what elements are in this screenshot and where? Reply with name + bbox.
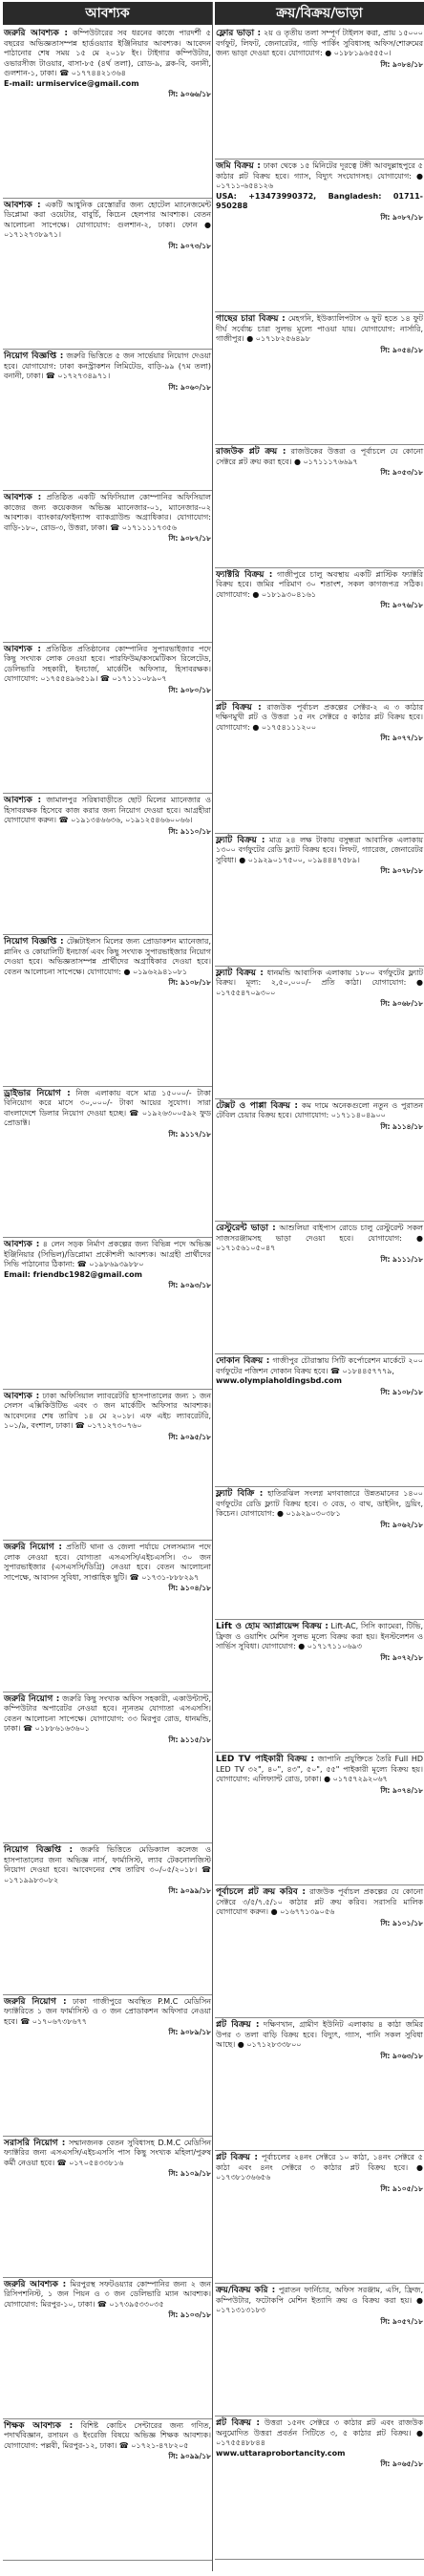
ad-body: রাজউক পূর্বাচল প্রকল্পের যে কোনো সেক্টরে ৩/৫/৭.৫/১০ কাঠার প্লট ক্রয় করিব। সরাসরি মালিক যোগাযোগ করুন। ● ০১৬৭৭১৩৯০৫৬: [216, 1887, 424, 1916]
classified-ad: [215, 1885, 424, 2018]
classified-ad: [215, 834, 424, 967]
classified-ad: [215, 1487, 424, 1620]
classified-ad: [3, 1238, 212, 1390]
ad-reference: সি: ৯০৮৭/১৮: [380, 212, 423, 222]
classified-ad: [3, 27, 212, 199]
ad-heading: ফ্ল্যাট বিক্রি :: [216, 1489, 264, 1499]
buy-sell-ad-list: [215, 27, 424, 2560]
ad-heading: ফ্ল্যাট বিক্রয় :: [216, 968, 264, 978]
ad-body: পূর্বাচলের ২৪নং সেক্টরে ১০ কাঠা, ১৪নং সেক্টরে ৫ কাঠা এবং ৪নং সেক্টরে ৩ কাঠার প্লট বিক্রয় হবে। ● ০১৭৩৮১৩৬৬৫৬: [216, 2153, 423, 2182]
ad-heading: ক্রয়/বিক্রয় করি :: [216, 2286, 276, 2295]
ad-heading: জরুরি নিয়োগ :: [4, 1996, 67, 2007]
ad-reference: সি: ৯১০৩/১৮: [168, 2310, 211, 2319]
ad-contact-web: www.uttaraprobortancity.com: [216, 2448, 346, 2458]
jobs-ad-list: [3, 27, 212, 2561]
ad-body: হাতিরঝিল সংলগ্ন মগবাজারে উন্নতমানের ১৪০০ বর্গফুটের রেডি ফ্ল্যাট বিক্রয় হবে। ৩ বেড, ৩ বাথ, ডাইনিং, ড্রয়িং, কিচেন। যোগাযোগ: ● ০১৯২৯০৩০৩৮১: [216, 1489, 423, 1518]
ad-reference: সি: ৯০৭২/১৮: [380, 1652, 423, 1662]
ad-reference: সি: ৯০৫৩/১৮: [380, 468, 423, 477]
classified-ad: [3, 1843, 212, 1995]
ad-reference: সি: ৯০৬৩/১৮: [380, 2051, 423, 2060]
classified-ad: [215, 1753, 424, 1885]
ad-heading: নিয়োগ বিজ্ঞপ্তি :: [4, 1845, 74, 1855]
ad-body: প্রতিটি থানা ও জেলা পর্যায়ে সেলসম্যান পদে লোক নেওয়া হবে। যোগ্যতা এসএসসি/এইচএসসি। ৩০ জন সুপারভাইজার (এসএসসি/ডিগ্রি) নেওয়া হবে। বেতন আলোচনা সাপেক্ষে, আবাসন সুবিধা, সাপ্তাহিক ছুটি। ☎ ০১৭৩১-৮৮৮২৯৭: [4, 1543, 211, 1582]
ad-reference: সি: ৯০৬০/১৮: [168, 382, 211, 392]
ad-body: রাজউকের উত্তরা ও পূর্বাচলে যে কোনো সেক্টরে প্লট ক্রয় করা হবে। ● ০১৭১১১৭৬৬৯৭: [216, 447, 424, 466]
ad-reference: সি: ৯০৯৫/১৮: [168, 1432, 211, 1441]
ad-body: গাজীপুরে চালু অবস্থায় একটি প্লাস্টিক ফ্যাক্টরি বিক্রয় হবে। জমির পরিমাণ ৩০ শতাংশ, সকল কাগজপত্র সঠিক। যোগাযোগ: ● ০১৮১৯৩০৪১৬১: [216, 569, 424, 599]
ad-heading: Lift ও হোম অ্যাপ্লায়েন্স বিক্রয় :: [216, 1622, 329, 1631]
ad-heading: আবশ্যক :: [4, 1240, 40, 1249]
ad-body: প্রতিষ্ঠিত প্রতিষ্ঠানের কোম্পানির সুপারভাইজার পদে কিছু সংখ্যক লোক নেওয়া হবে। পারফিউম/কসমেটিকস রিলেটেড, ডেলিভারি সহকারী, ইনচার্জ, মার্কেটিং অফিসার, হিসাবরক্ষক। যোগাযোগ: ০১৭৫৫৪৯৬৫১৯। ☎ ০১৭১১১০৮৯০৭: [4, 644, 211, 683]
classified-ad: [215, 2151, 424, 2284]
classified-ad: [215, 568, 424, 701]
ad-reference: সি: ৯১০৮/১৮: [380, 1387, 423, 1396]
ad-reference: সি: ৯১১১/১৮: [380, 1254, 423, 1264]
ad-body: জরুরি কিছু সংখ্যক অফিস সহকারী, একাউন্ট্যান্ট, কম্পিউটার অপারেটর নেওয়া হবে। ন্যূনতম যোগ্যতা এসএসসি। বেতন আলোচনা সাপেক্ষে। যোগাযোগ: ৩৩ মিরপুর রোড, ধানমন্ডি, ঢাকা। ☎ ০১৮৮৬১৬৩৬০১: [4, 1693, 211, 1733]
ad-heading: ড্রাইভার নিয়োগ :: [4, 1088, 71, 1098]
ad-reference: সি: ৯০৬৬/১৮: [168, 90, 211, 98]
ad-reference: সি: ৯০৮৭/১৮: [168, 534, 211, 543]
ad-reference: সি: ৯১০৪/১৮: [168, 1584, 211, 1592]
ad-body: মেহগনি, ইউক্যালিপটাস ৬ ফুট হতে ১৪ ফুট দীর্ঘ সর্বোচ্চ চারা সুলভ মূল্যে পাওয়া যায়। যোগাযোগ: নার্সারি, গাজীপুর। ● ০১৭১৮২৫৬৪৯৮: [216, 314, 424, 343]
ad-reference: সি: ৯০৭৮/১৮: [380, 866, 423, 875]
ad-contact-web: E-mail: urmiservice@gmail.com: [4, 78, 139, 88]
ad-body: একটি আধুনিক রেস্তোরাঁর জন্য হোটেল ম্যানেজমেন্ট ডিপ্লোমা করা ওয়েটার, বাবুর্চি, কিচেন হেলপার আবশ্যক। বেতন আলোচনা সাপেক্ষে। যোগাযোগ: গুলশান-২, ঢাকা। ফোন ● ০১৭১২৭৩৮৯৭১।: [4, 200, 211, 239]
ad-reference: সি: ৯১০১/১৮: [380, 1918, 423, 1927]
ad-heading: জমি বিক্রয় :: [216, 161, 261, 171]
buy-sell-rent-column-header: ক্রয়/বিক্রয়/ভাড়া: [215, 2, 424, 25]
ad-heading: ফ্ল্যাট বিক্রয় :: [216, 835, 265, 845]
ad-reference: সি: ৯১১৭/১৮: [168, 1129, 211, 1139]
ad-heading: আবশ্যক :: [4, 1391, 40, 1401]
classified-ad: [215, 1620, 424, 1753]
ad-heading: জরুরি নিয়োগ :: [4, 1693, 60, 1704]
ad-reference: সি: ৯০৫৪/১৮: [380, 345, 423, 354]
ad-body: ঢাকা থেকে ১৫ মিনিটের দূরত্বে টঙ্গী আবদুল্লাহপুরে ৫ কাঠার প্লট বিক্রয় হবে। গ্যাস, বিদ্যুৎ সংযোগসহ। যোগাযোগ: ● ০১৭১১-৬৫৪১২৬: [216, 161, 423, 190]
ad-reference: সি: ৯০৮৪/১৮: [380, 59, 423, 69]
ad-body: গাজীপুর চৌরাস্তায় সিটি কর্পোরেশন মার্কেটে ২০০ বর্গফুটের পজিশন দোকান বিক্রয় হবে। ☎ ০১৮৪৪৫৭৭৭৯,: [216, 1356, 424, 1375]
ad-body: রাজউক পূর্বাচল প্রকল্পের সেক্টর-২ এ ৩ কাঠার দক্ষিণমুখী প্লট ও উত্তরা ১৫ নং সেক্টরে ৫ কাঠার প্লট বিক্রয় হবে। যোগাযোগ: ● ০১৭৫৪১১১২০০: [216, 702, 424, 732]
ad-reference: সি: ৯১১৪/১৮: [380, 1121, 423, 1131]
ad-body: সম্মানজনক বেতন সুবিধাসহ D.M.C মেডিসিন ফ্যাক্টরির জন্য এসএসসি/এইচএসসি পাস কিছু সংখ্যক মহিলা/পুরুষ কর্মী নেওয়া হবে। ☎ ০১৭০৫৪৩৩৮১৬: [4, 2138, 212, 2167]
ad-heading: আবশ্যক :: [4, 200, 41, 210]
ad-body: টেক্সটাইলস মিলের জন্য প্রোডাকশন ম্যানেজার, প্লানিং ও কোয়ালিটি ইনচার্জ এবং কিছু সংখ্যক সুপারভাইজার নিয়োগ দেওয়া হবে। অভিজ্ঞতাসম্পন্ন প্রার্থীদের অগ্রাধিকার দেওয়া হবে। বেতন আলোচনা সাপেক্ষে। যোগাযোগ: ● ০১৯৬২৯৪১০৮১: [4, 937, 211, 976]
ad-body: কম্পিউটারের সব ধরনের কাজে পারদর্শী ৫ বছরের অভিজ্ঞতাসম্পন্ন হার্ডওয়্যার ইঞ্জিনিয়ার আবশ্যক। আবেদন পাঠানোর শেষ সময় ১৫ মে ২০১৮ ইং। টাইগার কম্পিউটার, ওভারসীজ টাওয়ার, বাসা-৮৫ (৪র্থ তলা), রোড-৯, ব্লক-বি, বনানী, গুলশান-১, ঢাকা। ☎ ০১৭৭৪৪২১৩৬৪: [4, 29, 211, 77]
ad-heading: জরুরি আবশ্যক :: [4, 2279, 67, 2289]
ad-heading: টেক্সট ও পাপ্পা বিক্রয় :: [216, 1100, 299, 1111]
ad-reference: সি: ৯০৭৩/১৮: [168, 241, 211, 250]
ad-reference: সি: ৯০৮৯/১৮: [168, 2028, 211, 2036]
classified-ad: [3, 794, 212, 935]
ad-reference: সি: ৯১০৮/১৮: [168, 978, 211, 987]
ad-reference: সি: ৯১০৫/১৮: [380, 2183, 423, 2193]
ad-body: ঢাকা অফিসিয়াল ল্যাবরেটরি হাসপাতালের জন্য ১ জন সেলস এক্সিকিউটিভ এবং ৩ জন মার্কেটিং অফিসার আবশ্যক। আবেদনের শেষ তারিখ ১৪ মে ২০১৮। এফ এইচ ল্যাবরেটরি, ১০১/৯, বংশাল, ঢাকা। ☎ ০১৭১২৭৩০৭৬০: [4, 1391, 211, 1430]
ad-heading: LED TV পাইকারী বিক্রয় :: [216, 1755, 315, 1764]
jobs-column: [3, 2, 212, 2561]
ad-heading: ফ্লোর ভাড়া :: [216, 29, 262, 38]
ad-heading: পূর্বাচলে প্লট ক্রয় করিব :: [216, 1887, 307, 1897]
ad-body: জামালপুর সরিষাবাড়ীতে ছোট মিলের ম্যানেজার ও হিসাবরক্ষক হিসেবে কাজ করার জন্য নিয়োগ দেওয়া হবে। আগ্রহীরা যোগাযোগ করুন। ☎ ০১৯১৩৪৬৬৩৬, ০১৯১২৫৪৬৬০০৬৬।: [4, 796, 211, 824]
buy-sell-rent-column: [215, 2, 424, 2560]
ad-heading: প্লট বিক্রয় :: [216, 2153, 259, 2162]
classified-ad: [215, 160, 424, 312]
ad-contact-web: USA: +13473990372, Bangladesh: 01711-950288: [216, 191, 423, 210]
ad-heading: রাজউক প্লট ক্রয় :: [216, 447, 286, 457]
ad-body: নিজ এলাকায় বসে মাত্র ১৫০০০/- টাকা বিনিয়োগ করে মাসে ৩০,০০০/- টাকা আয়ের সুযোগ। সারা বাংলাদেশে ডিলার নিয়োগ দেওয়া হচ্ছে। ☎ ০১৯২৬৩০০৫৯২ ফুড প্রোডাক্ট।: [4, 1088, 211, 1127]
classified-ad: [3, 643, 212, 795]
ad-reference: সি: ৯০৬৮/১৮: [380, 999, 423, 1008]
ad-heading: শিক্ষক আবশ্যক :: [4, 2420, 74, 2431]
classified-ad: [215, 1354, 424, 1487]
ad-reference: সি: ৯০৯৩/১৮: [168, 1281, 211, 1289]
ad-heading: প্লট বিক্রয় :: [216, 2020, 260, 2030]
ad-contact-web: www.olympiaholdingsbd.com: [216, 1376, 343, 1385]
classified-ad: [215, 2416, 424, 2560]
ad-heading: নিয়োগ বিজ্ঞপ্তি :: [4, 937, 64, 947]
classified-ad: [215, 1222, 424, 1354]
ad-heading: জরুরি নিয়োগ :: [4, 1543, 62, 1552]
ad-body: বিশিষ্ট কোচিং সেন্টারের জন্য গণিত, পদার্থবিজ্ঞান, রসায়ন ও ইংরেজি বিষয়ে অভিজ্ঞ শিক্ষক আবশ্যক। যোগাযোগ: পল্লবী, মিরপুর-১২, ঢাকা। ☎ ০১৭২১-৪৭৮২০৫: [4, 2420, 212, 2450]
ad-body: মাত্র ২৪ লক্ষ টাকায় বসুন্ধরা আবাসিক এলাকায় ১৩০০ বর্গফুটের রেডি ফ্ল্যাট বিক্রয় হবে। লিফট, গ্যারেজ, জেনারেটর সুবিধা। ● ০১৯২৯০১৭৫০০, ০১৯৪৪৪৭৫৮৯।: [216, 835, 423, 864]
ad-heading: প্লট বিক্রয় :: [216, 702, 262, 713]
ad-reference: সি: ৯০৬৫/১৮: [380, 2459, 423, 2468]
ad-heading: সরাসরি নিয়োগ :: [4, 2138, 66, 2148]
classified-ad: [215, 445, 424, 568]
classified-ad: [3, 1087, 212, 1239]
ad-heading: আবশ্যক :: [4, 644, 41, 654]
classified-ad: [3, 935, 212, 1087]
ad-body: কম দামে অনেকগুলো নতুন ও পুরাতন টেবিল চেয়ার বিক্রয় হবে। যোগাযোগ: ০১৭১১৪০৪৯০০: [216, 1100, 423, 1119]
classified-ad: [215, 967, 424, 1099]
classified-ad: [215, 701, 424, 834]
ad-body: Lift-AC, সিসি ক্যামেরা, টিভি, ফ্রিজ ও ওয়াশিং মেশিন সুলভ মূল্যে বিক্রয় করা হয়। ইনস্টলেশন ও সার্ভিস সুবিধা। যোগাযোগ: ● ০১৭১৭১১০৬৯৩: [216, 1622, 424, 1650]
ad-body: দক্ষিণখান, গ্রামীণ ইউনিট এলাকায় ৪ কাঠা জমির উপর ৩ তলা বাড়ি বিক্রয় হবে। বিদ্যুৎ, গ্যাস, পানি সকল সুবিধা আছে। ● ০১৭১২৮৩৩৮০০: [216, 2020, 424, 2049]
ad-body: পুরাতন ফার্নিচার, অফিস সরঞ্জাম, এসি, ফ্রিজ, কম্পিউটার, ফটোকপি মেশিন ইত্যাদি ক্রয় ও বিক্রয় করা হয়। ● ০১৭১৩১৩১৮৩: [216, 2286, 424, 2314]
classified-ad: [215, 1099, 424, 1223]
ad-reference: সি: ৯০৭৬/১৮: [380, 601, 423, 609]
classified-ad: [3, 1541, 212, 1692]
ad-heading: আবশ্যক :: [4, 493, 42, 502]
ad-body: জাপানি প্রযুক্তিতে তৈরি Full HD LED TV ৩২", ৪০", ৪৩", ৫০", ৫৫" পাইকারী মূল্যে বিক্রয় হয়। যোগাযোগ: এলিফ্যান্ট রোড, ঢাকা। ● ০১৭৫৭২৯২০৬৭: [216, 1755, 423, 1783]
ad-heading: দোকান বিক্রয় :: [216, 1356, 270, 1366]
ad-body: আশুলিয়া বাইপাস রোডে চালু রেস্টুরেন্ট সকল সাজসরঞ্জামসহ ভাড়া দেওয়া হবে। যোগাযোগ: ● ০১৭১৫৬১০৫০৪৭: [216, 1224, 424, 1252]
classified-ad: [3, 2137, 212, 2278]
ad-body: প্রতিষ্ঠিত একটি অফিসিয়াল কোম্পানির অফিসিয়াল কাজের জন্য কয়েকজন অভিজ্ঞ ম্যানেজার-০১, ম্যানেজার-০২ আবশ্যক। ব্যাংকার/ফাইন্যান্স ব্যাকগ্রাউন্ড অগ্রাধিকার। যোগাযোগ: বাড়ি-১৮০, রোড-৩, উত্তরা, ঢাকা। ☎ ০১৭১১১১৭৩৫৬: [4, 493, 211, 532]
classified-ad: [215, 2284, 424, 2416]
ad-heading: আবশ্যক :: [4, 796, 42, 805]
classified-ad: [3, 1995, 212, 2137]
classified-ad: [3, 491, 212, 643]
ad-reference: সি: ৯১১৫/১৮: [168, 1735, 211, 1744]
ad-heading: রেস্টুরেন্ট ভাড়া :: [216, 1224, 276, 1233]
jobs-column-header: আবশ্যক: [3, 2, 212, 25]
ad-heading: গাছের চারা বিক্রয় :: [216, 314, 286, 324]
ad-reference: সি: ৯০৮০/১৮: [168, 685, 211, 694]
classified-ad: [3, 2419, 212, 2561]
ad-reference: সি: ৯১০৯/১৮: [168, 2169, 211, 2178]
classified-ad: [215, 27, 424, 160]
ad-heading: জরুরি আবশ্যক :: [4, 29, 69, 38]
classified-ad: [3, 2278, 212, 2419]
ad-heading: নিয়োগ বিজ্ঞপ্তি :: [4, 351, 64, 361]
ad-body: ঢাকা গাজীপুরে অবস্থিত P.M.C মেডিসিন ফ্যাক্টরিতে ১ জন ফার্মাসিস্ট ও ৩ জন প্রোডাকশন অফিসার নেওয়া হবে। ☎ ০১৭০৬৭৩৮৬৭৭: [4, 1996, 212, 2026]
column-divider: [212, 2, 213, 2571]
ad-reference: সি: ৯০৭৭/১৮: [380, 734, 423, 742]
ad-body: উত্তরা ১৫নং সেক্টরে ৩ কাঠার প্লট এবং রাজউক অনুমোদিত উত্তরা প্রবর্তন সিটিতে ৩, ৫ কাঠার প্লট বিক্রয়। ● ০১৭৫৫৪৮৮৪৪: [216, 2418, 423, 2447]
ad-reference: সি: ৯১১০/১৮: [168, 826, 211, 836]
ad-heading: প্লট বিক্রয় :: [216, 2418, 261, 2428]
ad-contact-web: Email: friendbc1982@gmail.com: [4, 1269, 142, 1279]
ad-body: জরুরি ভিত্তিতে ৫ জন সার্ভেয়ার নিয়োগ দেওয়া হবে। যোগাযোগ: ঢাকা কনস্ট্রাকশন লিমিটেড, বাড়ি-৯৯ (৭ম তলা) বনানী, ঢাকা। ☎ ০১৭২৭৩৪৯৭১।: [4, 351, 211, 380]
ad-reference: সি: ৯০৭৪/১৮: [380, 1785, 423, 1795]
ad-body: জরুরি ভিত্তিতে মেডিক্যাল কলেজ ও হাসপাতালের জন্য অভিজ্ঞ নার্স, ফার্মাসিস্ট, ল্যাব টেকনোলজিস্ট নিয়োগ দেওয়া হবে। আবেদনের শেষ তারিখ ৩০/০৫/২০১৮। ☎ ০১৭১৯৯৮৩০৮২: [4, 1845, 211, 1884]
ad-body: মিরপুরস্থ সফটওয়্যার কোম্পানির জন্য ২ জন রিসিপশনিস্ট, ১ জন পিয়ন ও ৩ জন ডেলিভারি ম্যান আবশ্যক। যোগাযোগ: মিরপুর-১০, ঢাকা। ☎ ০১৭৩৯৫৩৩০৩৫: [4, 2279, 211, 2309]
classified-ad: [3, 350, 212, 491]
ad-reference: সি: ৯০৯৯/১৮: [168, 2452, 211, 2460]
ad-heading: ফ্যাক্টরি বিক্রয় :: [216, 569, 273, 580]
classified-ad: [215, 2018, 424, 2151]
classified-ad: [3, 199, 212, 351]
ad-body: ৪ লেন সড়ক নির্মাণ প্রকল্পের জন্য বিভিন্ন পদে অভিজ্ঞ ইঞ্জিনিয়ার (সিভিল)/ডিপ্লোমা প্রকৌশলী আবশ্যক। আগ্রহী প্রার্থীদের সিভি পাঠানোর ঠিকানা: ☎ ০১৯৮৬৯৩৯৮৮০: [4, 1240, 211, 1268]
classified-ad: [3, 1390, 212, 1542]
ad-body: ২য় ও তৃতীয় তলা সম্পূর্ণ টাইলস করা, প্রায় ১৫০০০ বর্গফুট, লিফট, জেনারেটর, গাড়ি পার্কিং সুবিধাসহ অফিস/শোরুমের জন্য ভাড়া দেওয়া হবে। যোগাযোগ: ● ০১৮৮১৯৬৫৫৫০।: [216, 29, 424, 57]
ad-reference: সি: ৯০৫৭/১৮: [380, 2316, 423, 2326]
ad-body: ধানমন্ডি আবাসিক এলাকায় ১৮০০ বর্গফুটের ফ্ল্যাট বিক্রয়। মূল্য: ২,৫০,০০০/- প্রতি কাঠা। যোগাযোগ: ● ০১৭৫৫৪৭০৯৩০০: [216, 968, 424, 997]
classified-ad: [3, 1692, 212, 1844]
classified-ad: [215, 312, 424, 445]
ad-reference: সি: ৯০৬২/১৮: [380, 1520, 423, 1529]
ad-reference: সি: ৯০৯৯/১৮: [168, 1886, 211, 1895]
